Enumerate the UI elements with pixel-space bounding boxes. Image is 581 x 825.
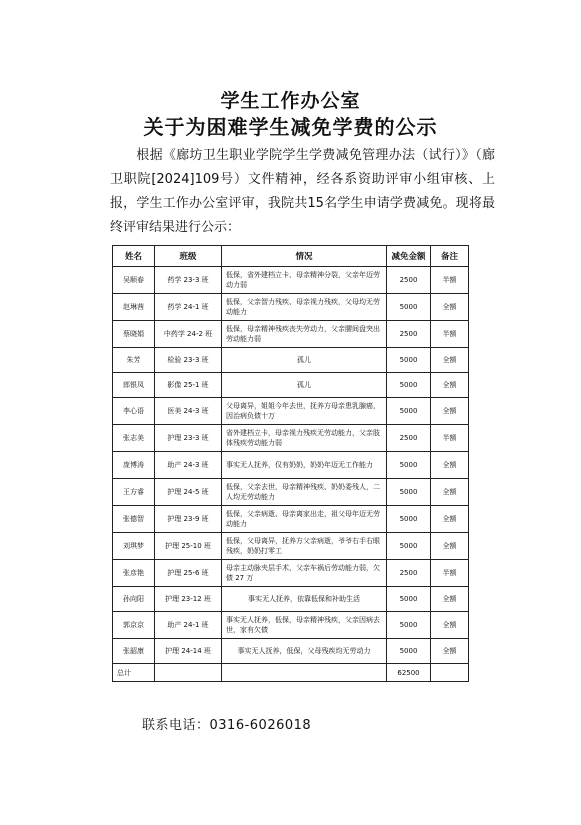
cell-class: 助产 24-3 班: [155, 452, 222, 479]
reduction-table: [112, 245, 469, 682]
cell-amount: 5000: [387, 639, 431, 664]
cell-class: 护理 23-9 班: [155, 506, 222, 533]
cell-amount: 2500: [387, 425, 431, 452]
table-row: [113, 560, 469, 587]
cell-name: 张志美: [113, 425, 155, 452]
cell-name: 李心语: [113, 398, 155, 425]
cell-note: 全额: [431, 398, 469, 425]
cell-amount: 5000: [387, 506, 431, 533]
table-row: [113, 321, 469, 348]
cell-note: 半额: [431, 560, 469, 587]
cell-class: 药学 23-3 班: [155, 267, 222, 294]
cell-note: 半额: [431, 425, 469, 452]
cell-note: 半额: [431, 267, 469, 294]
cell-class: 护理 23-12 班: [155, 587, 222, 612]
table-row: [113, 452, 469, 479]
cell-situation: 低保，省外建档立卡、母亲精神分裂，父亲年迈劳动力弱: [222, 267, 387, 294]
cell-note: 全额: [431, 533, 469, 560]
cell-amount: 5000: [387, 587, 431, 612]
cell-note: 全额: [431, 587, 469, 612]
cell-class: 护理 23-3 班: [155, 425, 222, 452]
cell-note: 全额: [431, 348, 469, 373]
total-empty-cell: [222, 664, 387, 682]
cell-amount: 5000: [387, 479, 431, 506]
cell-amount: 2500: [387, 560, 431, 587]
notice-paragraph-text: 根据《廊坊卫生职业学院学生学费减免管理办法（试行）》（廊卫职院[2024]109号）文件精神，经各系资助评审小组审核、上报，学生工作办公室评审，我院共15名学生申请学费减免。现将最终评审结果进行公示：: [110, 148, 495, 235]
cell-name: 孙向阳: [113, 587, 155, 612]
table-row: [113, 425, 469, 452]
cell-situation: 父母离异，姐姐今年去世，抚养方母亲患乳腺癌，因治病负债十万: [222, 398, 387, 425]
table-row: [113, 348, 469, 373]
cell-note: 全额: [431, 612, 469, 639]
cell-name: 吴顺春: [113, 267, 155, 294]
table-row: [113, 479, 469, 506]
table-row: [113, 587, 469, 612]
cell-situation: 省外建档立卡，母亲视力残疾无劳动能力，父亲肢体残疾劳动能力弱: [222, 425, 387, 452]
cell-name: 郎银凤: [113, 373, 155, 398]
total-empty-cell: [155, 664, 222, 682]
office-title: 学生工作办公室: [220, 90, 361, 112]
cell-class: 医美 24-3 班: [155, 398, 222, 425]
cell-class: 检验 23-3 班: [155, 348, 222, 373]
cell-name: 王方睿: [113, 479, 155, 506]
cell-situation: 低保，父亲智力残疾、母亲视力残疾，父母均无劳动能力: [222, 294, 387, 321]
table-row: [113, 267, 469, 294]
cell-name: 张彦艳: [113, 560, 155, 587]
cell-name: 庞博涛: [113, 452, 155, 479]
cell-class: 药学 24-1 班: [155, 294, 222, 321]
cell-situation: 孤儿: [222, 373, 387, 398]
cell-name: 朱芳: [113, 348, 155, 373]
cell-note: 全额: [431, 506, 469, 533]
table-row: [113, 612, 469, 639]
cell-note: 半额: [431, 321, 469, 348]
header-class: 班级: [155, 246, 222, 267]
cell-amount: 5000: [387, 373, 431, 398]
cell-situation: 事实无人抚养，低保，母亲精神残疾，父亲因病去世，家有欠债: [222, 612, 387, 639]
cell-note: 全额: [431, 479, 469, 506]
cell-situation: 低保，父亲病逝、母亲离家出走，祖父母年迈无劳动能力: [222, 506, 387, 533]
cell-situation: 事实无人抚养，仅有奶奶，奶奶年迈无工作能力: [222, 452, 387, 479]
cell-class: 助产 24-1 班: [155, 612, 222, 639]
cell-note: 全额: [431, 639, 469, 664]
total-amount: 62500: [387, 664, 431, 682]
table-row: [113, 639, 469, 664]
cell-note: 全额: [431, 373, 469, 398]
total-label: 总计: [113, 664, 155, 682]
cell-name: 赵琳茜: [113, 294, 155, 321]
cell-amount: 5000: [387, 533, 431, 560]
contact-phone: 联系电话：0316-6026018: [142, 718, 312, 733]
cell-class: 护理 25-10 班: [155, 533, 222, 560]
header-name: 姓名: [113, 246, 155, 267]
cell-situation: 孤儿: [222, 348, 387, 373]
cell-amount: 2500: [387, 267, 431, 294]
cell-situation: 低保，母亲精神残疾丧失劳动力，父亲腰间盘突出劳动能力弱: [222, 321, 387, 348]
total-empty-cell: [431, 664, 469, 682]
cell-amount: 5000: [387, 294, 431, 321]
table-row: [113, 533, 469, 560]
table-header-row: [113, 246, 469, 267]
cell-situation: 母亲主动脉夹层手术，父亲车祸后劳动能力弱，欠债 27 万: [222, 560, 387, 587]
cell-situation: 事实无人抚养，依靠低保和补助生活: [222, 587, 387, 612]
cell-name: 郭京京: [113, 612, 155, 639]
cell-situation: 低保，父母离异，抚养方父亲病逝，爷爷右手右眼残疾，奶奶打零工: [222, 533, 387, 560]
cell-class: 护理 25-6 班: [155, 560, 222, 587]
notice-title: 关于为困难学生减免学费的公示: [143, 115, 438, 139]
cell-class: 影像 25-1 班: [155, 373, 222, 398]
cell-name: 蔡晓娟: [113, 321, 155, 348]
cell-amount: 2500: [387, 321, 431, 348]
notice-paragraph: [110, 144, 495, 240]
cell-note: 全额: [431, 294, 469, 321]
total-row: [113, 664, 469, 682]
cell-note: 全额: [431, 452, 469, 479]
cell-situation: 事实无人抚养，低保，父母残疾均无劳动力: [222, 639, 387, 664]
cell-amount: 5000: [387, 398, 431, 425]
table-row: [113, 506, 469, 533]
cell-amount: 5000: [387, 612, 431, 639]
cell-name: 刘琪梦: [113, 533, 155, 560]
header-note: 备注: [431, 246, 469, 267]
cell-class: 护理 24-14 班: [155, 639, 222, 664]
table-row: [113, 373, 469, 398]
header-situation: 情况: [222, 246, 387, 267]
cell-name: 张韶康: [113, 639, 155, 664]
header-amount: 减免金额: [387, 246, 431, 267]
cell-amount: 5000: [387, 348, 431, 373]
table-row: [113, 294, 469, 321]
cell-class: 中药学 24-2 班: [155, 321, 222, 348]
cell-situation: 低保，父亲去世，母亲精神残疾、奶奶委残人，二人均无劳动能力: [222, 479, 387, 506]
table-row: [113, 398, 469, 425]
cell-name: 张德智: [113, 506, 155, 533]
cell-class: 护理 24-5 班: [155, 479, 222, 506]
cell-amount: 5000: [387, 452, 431, 479]
